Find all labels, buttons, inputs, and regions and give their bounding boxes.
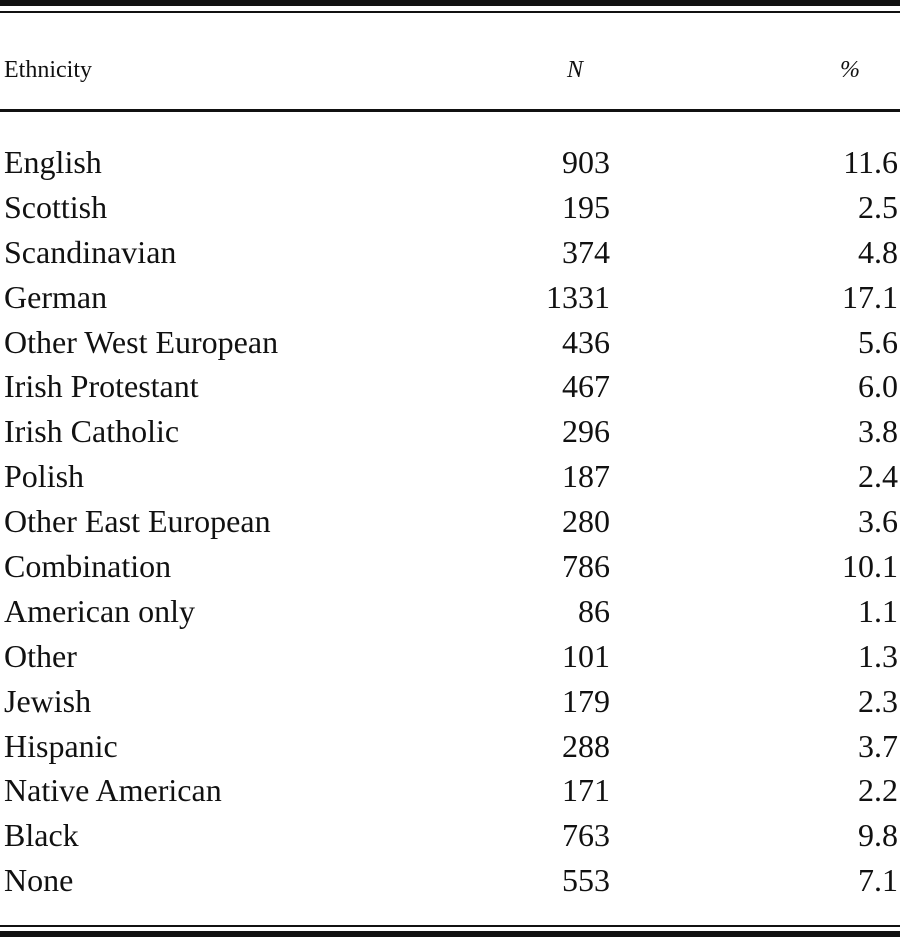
- cell-percent: 7.1: [858, 862, 898, 899]
- cell-percent: 11.6: [843, 144, 898, 180]
- cell-n: 903: [562, 144, 610, 180]
- bottom-rule-thick: [0, 931, 900, 937]
- cell-ethnicity: None: [4, 862, 74, 899]
- cell-n: 553: [562, 862, 610, 899]
- table-row: [0, 813, 900, 858]
- cell-percent: 2.2: [858, 772, 898, 809]
- top-rule-thick: [0, 0, 900, 6]
- table-row: [0, 364, 900, 409]
- cell-n: 179: [562, 682, 610, 719]
- table-row: [0, 589, 900, 634]
- cell-percent: 2.4: [858, 458, 898, 495]
- table-row: [0, 275, 900, 320]
- cell-ethnicity: Irish Protestant: [4, 368, 199, 405]
- cell-ethnicity: Polish: [4, 458, 85, 495]
- cell-percent: 3.6: [858, 503, 898, 540]
- cell-ethnicity: German: [4, 278, 108, 315]
- cell-n: 436: [562, 323, 610, 360]
- cell-percent: 1.3: [858, 637, 898, 674]
- cell-percent: 5.6: [858, 323, 898, 360]
- table-row: [0, 724, 900, 769]
- top-rule-thin: [0, 11, 900, 13]
- table-row: [0, 454, 900, 499]
- cell-percent: 17.1: [842, 278, 898, 315]
- table-row: [0, 409, 900, 454]
- cell-n: 763: [562, 817, 610, 854]
- cell-n: 288: [562, 727, 610, 764]
- cell-ethnicity: Irish Catholic: [4, 413, 180, 450]
- cell-percent: 3.7: [858, 727, 898, 764]
- column-header-ethnicity: Ethnicity: [4, 57, 92, 83]
- table-row: [0, 858, 900, 903]
- cell-percent: 2.5: [858, 188, 898, 225]
- column-header-percent: %: [840, 57, 860, 83]
- cell-n: 296: [562, 413, 610, 450]
- cell-ethnicity: Scottish: [4, 188, 108, 225]
- cell-n: 195: [562, 188, 610, 225]
- cell-n: 280: [562, 503, 610, 540]
- cell-ethnicity: Other East European: [4, 503, 271, 540]
- cell-percent: 1.1: [858, 592, 898, 629]
- cell-ethnicity: English: [4, 144, 102, 180]
- cell-ethnicity: Hispanic: [4, 727, 118, 764]
- table-row: [0, 140, 900, 185]
- cell-n: 786: [562, 548, 610, 585]
- cell-percent: 9.8: [858, 817, 898, 854]
- cell-percent: 6.0: [858, 368, 898, 405]
- cell-n: 187: [562, 458, 610, 495]
- table-row: [0, 320, 900, 365]
- cell-n: 1331: [546, 278, 610, 315]
- table-header: [0, 50, 900, 90]
- column-header-n: N: [566, 57, 583, 83]
- cell-percent: 3.8: [858, 413, 898, 450]
- table-row: [0, 679, 900, 724]
- cell-ethnicity: Scandinavian: [4, 233, 177, 270]
- table-row: [0, 499, 900, 544]
- cell-n: 374: [562, 233, 610, 270]
- cell-ethnicity: Native American: [4, 772, 222, 809]
- cell-n: 101: [562, 637, 610, 674]
- cell-ethnicity: Black: [4, 817, 79, 854]
- cell-ethnicity: American only: [4, 592, 196, 629]
- table-row: [0, 768, 900, 813]
- table-row: [0, 634, 900, 679]
- cell-n: 171: [562, 772, 610, 809]
- cell-ethnicity: Other: [4, 637, 77, 674]
- table-row: [0, 544, 900, 589]
- cell-n: 86: [578, 592, 610, 629]
- cell-ethnicity: Combination: [4, 548, 172, 585]
- cell-ethnicity: Other West European: [4, 323, 279, 360]
- table-row: [0, 185, 900, 230]
- cell-n: 467: [562, 368, 610, 405]
- cell-percent: 4.8: [858, 233, 898, 270]
- table-body: [0, 140, 900, 903]
- cell-ethnicity: Jewish: [4, 682, 92, 719]
- cell-percent: 2.3: [858, 682, 898, 719]
- bottom-rule-thin: [0, 925, 900, 927]
- header-rule: [0, 109, 900, 112]
- table-row: [0, 230, 900, 275]
- cell-percent: 10.1: [842, 548, 898, 585]
